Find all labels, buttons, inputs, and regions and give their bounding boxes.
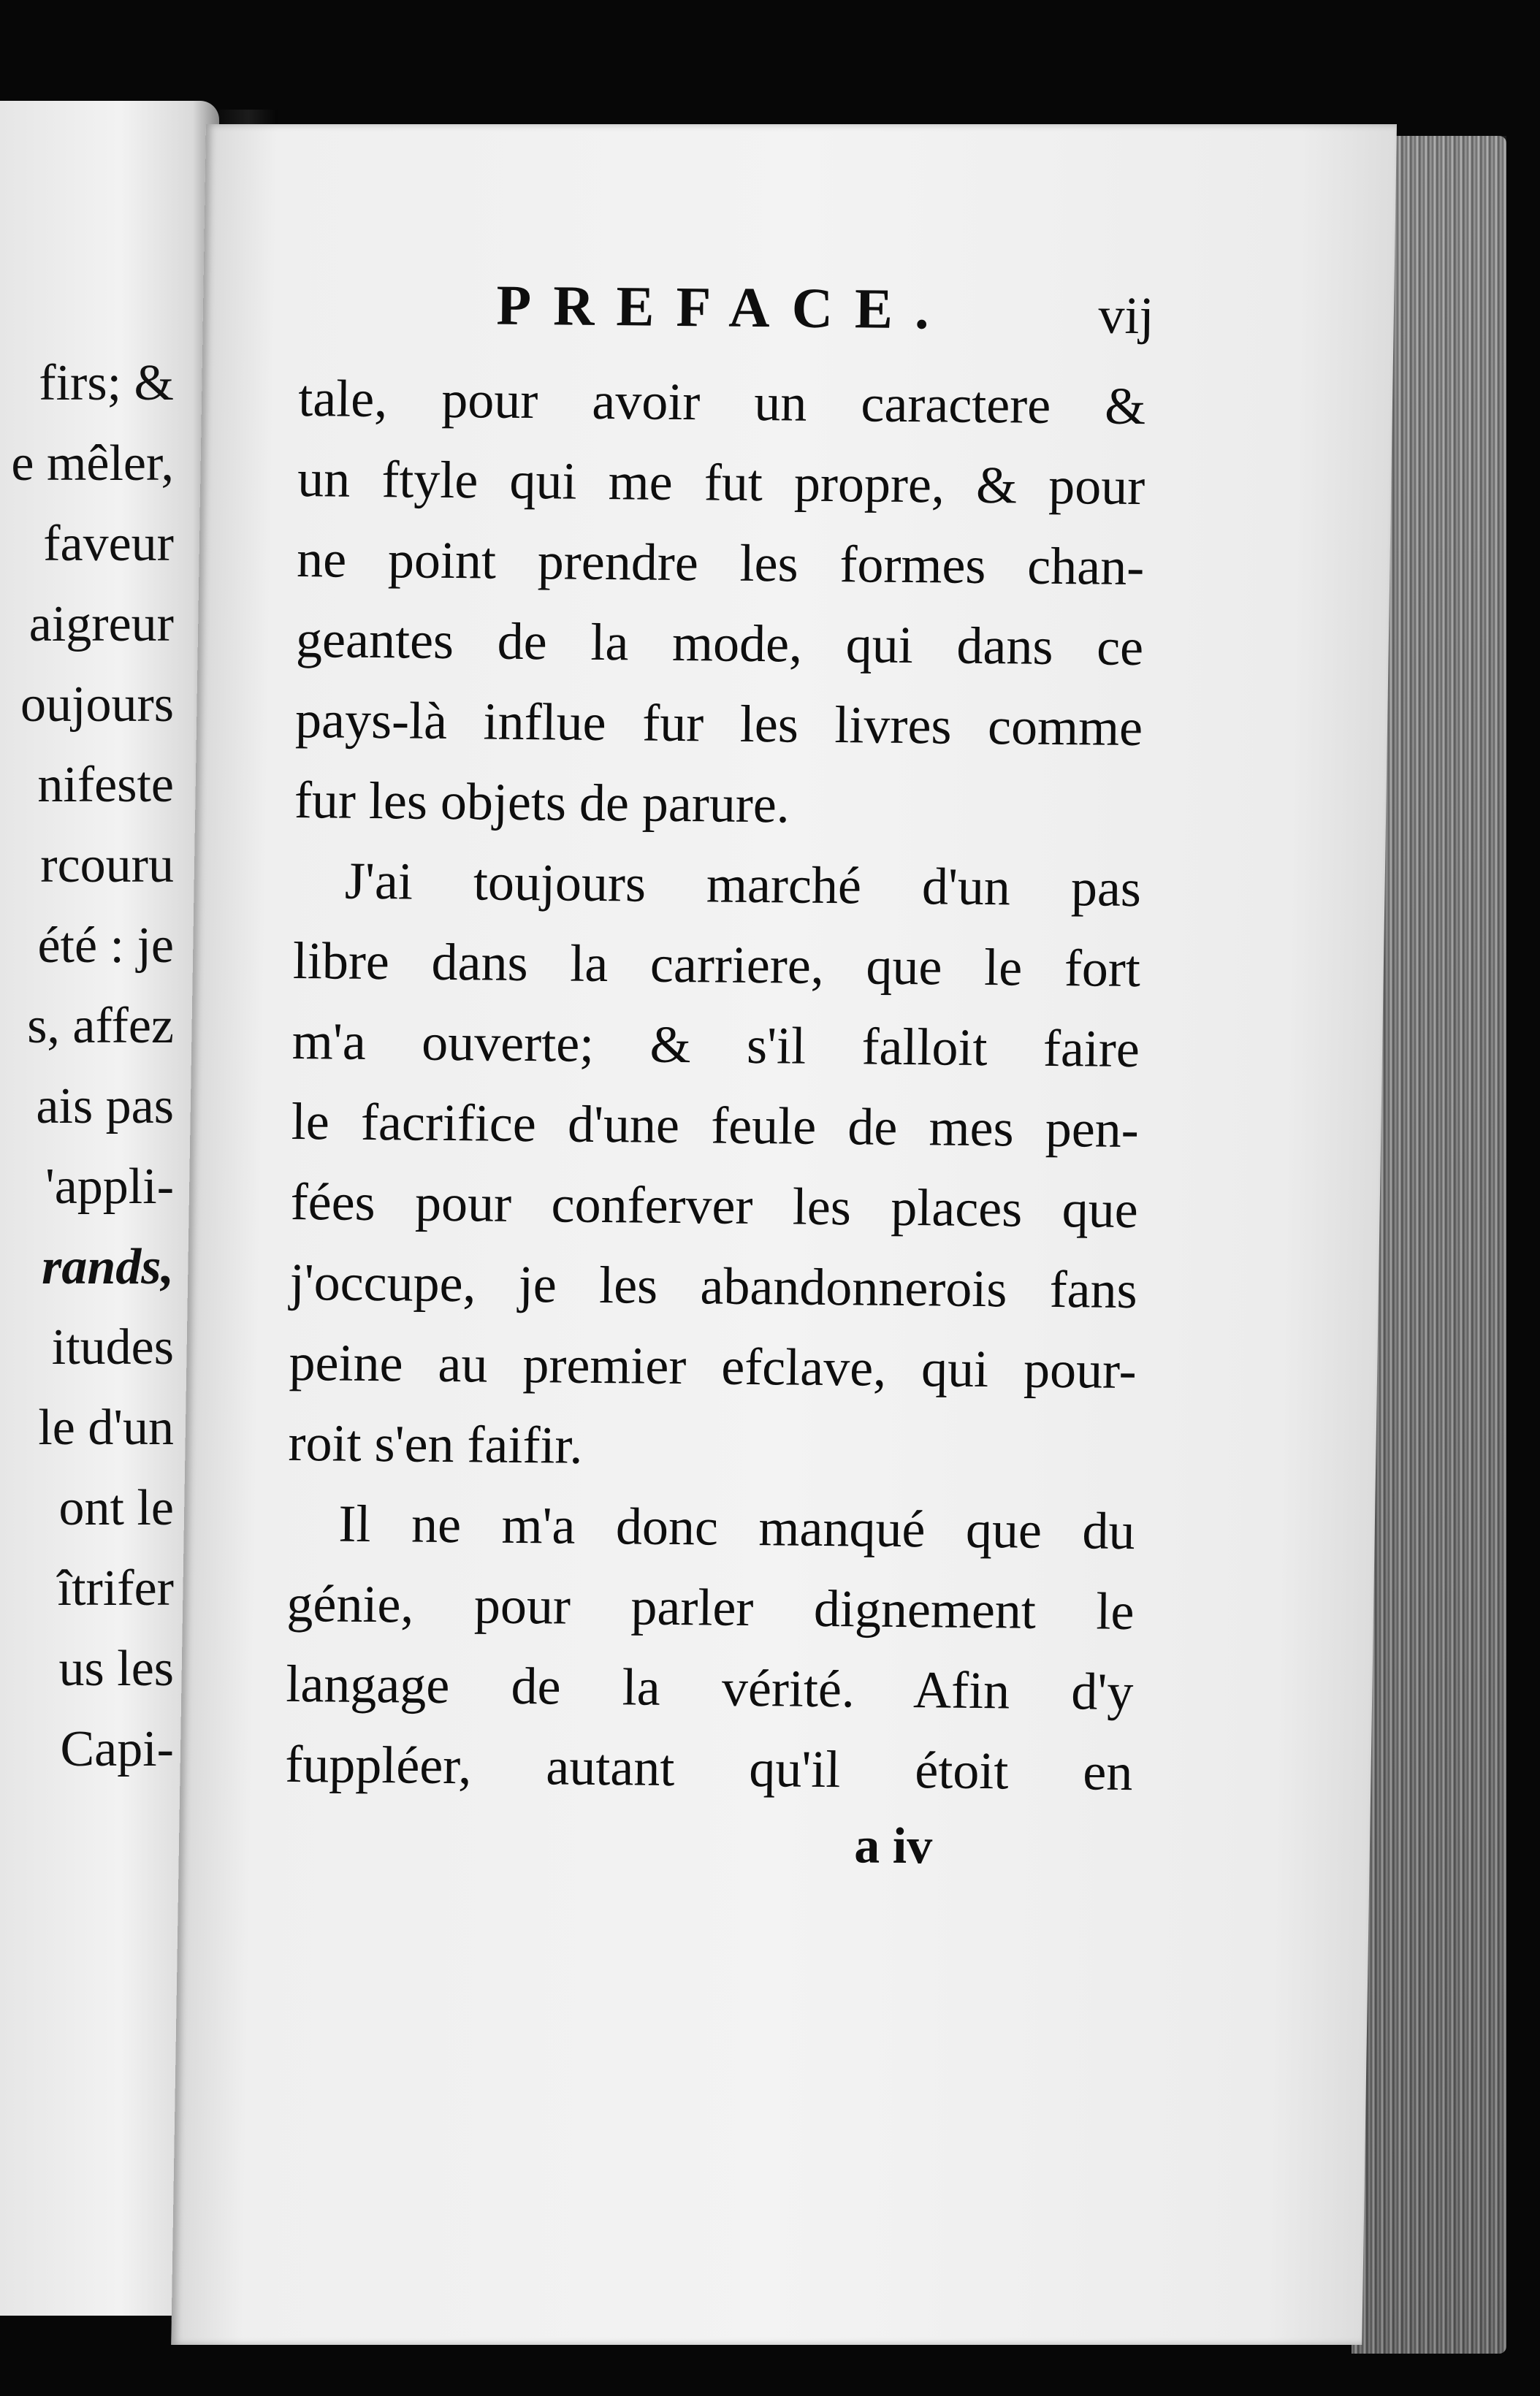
left-page-line: 'appli-	[45, 1159, 174, 1215]
body-line: J'ai toujours marché d'un pas	[344, 851, 1142, 918]
left-page-line: été : je	[37, 917, 174, 974]
left-page-line: us les	[58, 1641, 174, 1697]
running-head	[299, 270, 1154, 366]
body-line: roit s'en faifir.	[288, 1413, 583, 1475]
left-page-line: îtrifer	[57, 1560, 174, 1617]
body-text	[285, 358, 1146, 1812]
page-number: vij	[1098, 286, 1154, 346]
left-page-line: nifeste	[37, 757, 174, 813]
left-page-line: ais pas	[36, 1078, 174, 1134]
left-page-line: itudes	[51, 1319, 174, 1376]
left-page-text	[11, 343, 174, 1790]
left-page-line: e mêler,	[11, 435, 174, 492]
body-line: geantes de la mode, qui dans ce	[295, 609, 1144, 677]
body-line: libre dans la carriere, que le fort	[292, 931, 1141, 999]
left-page-line: aigreur	[28, 596, 174, 652]
left-page-line: s, affez	[27, 998, 174, 1054]
left-page-line: Capi-	[60, 1721, 174, 1777]
left-page-line: le d'un	[38, 1400, 174, 1456]
body-line: fuppléer, autant qu'il étoit en	[284, 1734, 1133, 1802]
left-page-line: firs; &	[39, 355, 174, 411]
body-line: tale, pour avoir un caractere &	[297, 368, 1146, 436]
body-line: langage de la vérité. Afin d'y	[286, 1654, 1134, 1722]
running-title: PREFACE.	[496, 272, 951, 341]
body-line: j'occupe, je les abandonnerois fans	[289, 1252, 1138, 1320]
left-page-line: ont le	[58, 1480, 174, 1536]
body-line: fur les objets de parure.	[294, 770, 790, 834]
body-line: génie, pour parler dignement le	[286, 1573, 1135, 1641]
left-page-line: rands,	[42, 1239, 174, 1295]
body-line: Il ne m'a donc manqué que du	[338, 1494, 1135, 1561]
left-page-line: faveur	[43, 516, 174, 572]
body-line: fées pour conferver les places que	[290, 1172, 1139, 1240]
body-line: ne point prendre les formes chan-	[296, 529, 1145, 597]
body-line: peine au premier efclave, qui pour-	[289, 1332, 1137, 1400]
body-line: pays-là influe fur les livres comme	[294, 690, 1143, 758]
left-page-line: oujours	[20, 676, 174, 733]
body-line: un ftyle qui me fut propre, & pour	[297, 449, 1146, 516]
signature-mark: a iv	[853, 1817, 933, 1875]
right-page-text-block	[284, 270, 1154, 1875]
body-line: le facrifice d'une feule de mes pen-	[291, 1091, 1140, 1159]
body-line: m'a ouverte; & s'il falloit faire	[291, 1011, 1140, 1079]
left-page-line: rcouru	[40, 837, 174, 893]
